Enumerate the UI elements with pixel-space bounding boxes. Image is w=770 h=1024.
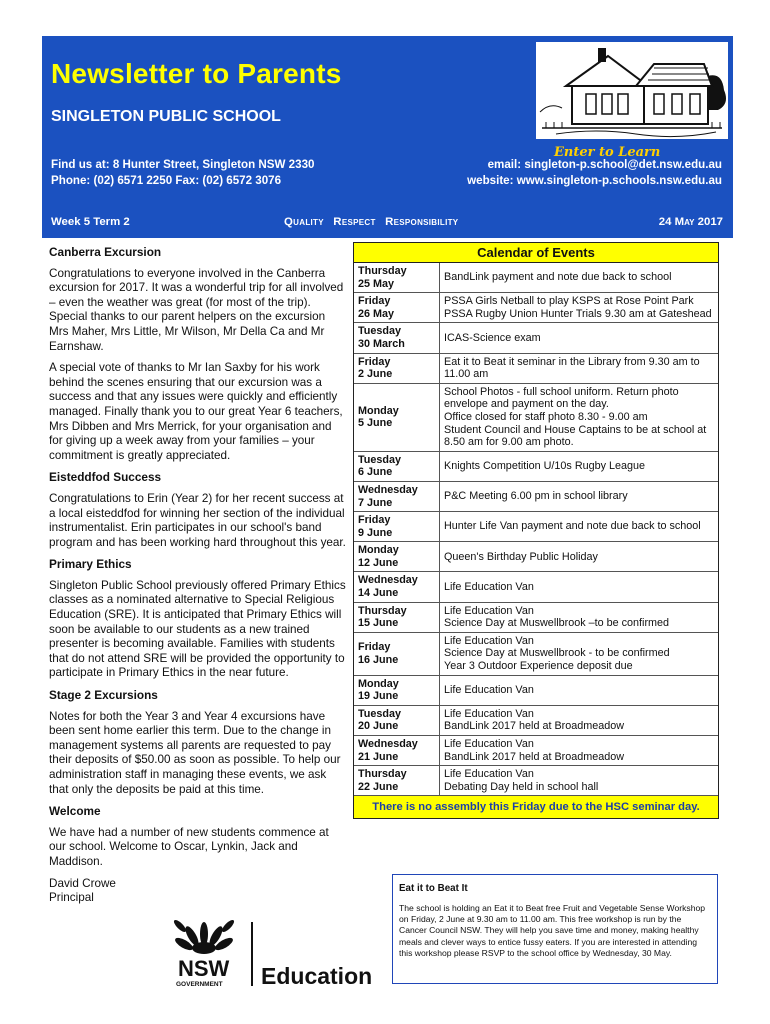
motto-script: Enter to Learn [554, 145, 661, 160]
calendar-events-cell [440, 263, 718, 292]
calendar-event: Year 3 Outdoor Experience deposit due [444, 660, 633, 673]
calendar-day-cell [354, 736, 440, 765]
school-building-illustration [536, 42, 728, 139]
calendar-day-cell [354, 676, 440, 705]
calendar-weekday: Thursday [358, 604, 407, 617]
calendar-row [354, 384, 718, 452]
contact-left [51, 157, 314, 188]
calendar-day-cell [354, 323, 440, 352]
calendar-event: ICAS-Science exam [444, 331, 541, 344]
school-website[interactable]: website: www.singleton-p.schools.nsw.edu.au [467, 173, 722, 187]
calendar-date: 21 June [358, 750, 399, 763]
stage2-heading: Stage 2 Excursions [49, 688, 158, 703]
logo-government-text: GOVERNMENT [176, 981, 223, 988]
calendar-row [354, 263, 718, 293]
calendar-of-events [353, 242, 719, 819]
calendar-row [354, 736, 718, 766]
calendar-weekday: Wednesday [358, 574, 418, 587]
calendar-date: 14 June [358, 587, 399, 600]
calendar-weekday: Friday [358, 641, 391, 654]
calendar-event: Hunter Life Van payment and note due back to school [444, 520, 701, 533]
calendar-events-cell [440, 676, 718, 705]
calendar-row [354, 452, 718, 482]
calendar-event: Debating Day held in school hall [444, 780, 599, 793]
calendar-date: 5 June [358, 417, 393, 430]
nsw-education-logo [172, 916, 382, 988]
calendar-date: 15 June [358, 617, 399, 630]
calendar-weekday: Thursday [358, 768, 407, 781]
calendar-weekday: Wednesday [358, 738, 418, 750]
canberra-paragraph-1: Congratulations to everyone involved in the Canberra excursion for 2017. It was a wonderful trip for all involved – even the weather was great (for most of the trip). Special thanks to our parent helpers on the excursion Mrs Maher, Mrs Little, Mr Wilson, Mr Della Ca and Mr Earnshaw. [49, 266, 344, 353]
articles-column [49, 245, 347, 906]
calendar-events-cell [440, 482, 718, 511]
calendar-event: Life Education Van [444, 738, 534, 750]
calendar-weekday: Thursday [358, 265, 407, 277]
stage2-paragraph: Notes for both the Year 3 and Year 4 excursions have been sent home earlier this term. Due to the change in management systems all parents are requested to pay their deposits of $50.00 as soon as possible. To help our administration staff in managing these events, we ask that only the deposits be paid at this time. [49, 709, 341, 796]
canberra-paragraph-2: A special vote of thanks to Mr Ian Saxby for his work behind the scenes ensuring that our excursion was a success and that any issues were quickly and efficiently managed. Finally thank you to our great Year 6 teachers, Mrs Dibben and Mrs Merrick, for your organisation and for giving up a week away from your families – your commitment is greatly appreciated. [49, 361, 343, 462]
calendar-events-cell [440, 603, 718, 632]
issue-date: 24 May 2017 [658, 216, 723, 228]
calendar-event: Life Education Van [444, 707, 534, 720]
calendar-day-cell [354, 452, 440, 481]
welcome-paragraph: We have had a number of new students commence at our school. Welcome to Oscar, Lynkin, Jack and Maddison. [49, 825, 329, 868]
eat-box-body: The school is holding an Eat it to Beat free Fruit and Vegetable Sense Workshop on Friday, 2 June at 9.30 am to 11.00 am. This free workshop is run by the Cancer Council NSW. They will help you save time and money, making healthy meals and clever ways to entice fussy eaters. If you are interested in attending this workshop please RSVP to the school office by Wednesday, 30 May. [399, 903, 706, 958]
calendar-event: P&C Meeting 6.00 pm in school library [444, 490, 628, 503]
calendar-weekday: Friday [358, 355, 391, 368]
calendar-row [354, 542, 718, 572]
calendar-weekday: Tuesday [358, 707, 402, 720]
calendar-event: Life Education Van [444, 580, 534, 593]
school-phone: Phone: (02) 6571 2250 Fax: (02) 6572 3076 [51, 173, 282, 187]
calendar-row [354, 676, 718, 706]
newsletter-title: Newsletter to Parents [51, 58, 342, 89]
school-values: Quality Respect Responsibility [284, 216, 459, 228]
calendar-event: Office closed for staff photo 8.30 - 9.00 am [444, 410, 648, 423]
ethics-paragraph: Singleton Public School previously offered Primary Ethics classes as a nominated alternative to Special Religious Education (SRE). It is anticipated that Primary Ethics will soon be available to our students as a new trained presenter is becoming available. Families with students that do not attend SRE will be provided the opportunity to participate in Primary Ethics in the near future. [49, 578, 346, 680]
calendar-event: BandLink 2017 held at Broadmeadow [444, 720, 625, 733]
calendar-event: Life Education Van [444, 768, 534, 781]
calendar-events-cell [440, 706, 718, 735]
canberra-heading: Canberra Excursion [49, 245, 162, 259]
school-address: Find us at: 8 Hunter Street, Singleton NSW 2330 [51, 158, 315, 171]
calendar-events-cell [440, 542, 718, 571]
calendar-event: Eat it to Beat it seminar in the Library from 9.30 am to 11.00 am [444, 355, 700, 381]
contact-right [467, 157, 722, 188]
calendar-events-cell [440, 384, 718, 451]
calendar-row [354, 293, 718, 323]
eisteddfod-paragraph: Congratulations to Erin (Year 2) for her recent success at a local eisteddfod for winning her section of the individual instrumentalist. Erin participates in our school's band program and has been working hard throughout this year. [49, 491, 346, 549]
school-building-image [536, 42, 728, 139]
calendar-events-cell [440, 323, 718, 352]
calendar-weekday: Monday [358, 404, 399, 417]
school-name: SINGLETON PUBLIC SCHOOL [51, 108, 281, 125]
calendar-event: Science Day at Muswellbrook –to be confirmed [444, 617, 670, 630]
ethics-heading: Primary Ethics [49, 557, 132, 572]
calendar-day-cell [354, 706, 440, 735]
calendar-row [354, 603, 718, 633]
calendar-event: BandLink payment and note due back to school [444, 271, 672, 284]
calendar-events-cell [440, 633, 718, 675]
calendar-event: Queen's Birthday Public Holiday [444, 550, 598, 563]
calendar-event: BandLink 2017 held at Broadmeadow [444, 750, 625, 763]
calendar-day-cell [354, 512, 440, 541]
calendar-event: Life Education Van [444, 604, 534, 617]
calendar-rows [354, 263, 718, 796]
calendar-row [354, 482, 718, 512]
calendar-date: 16 June [358, 653, 399, 666]
calendar-events-cell [440, 766, 718, 795]
calendar-day-cell [354, 766, 440, 795]
calendar-row [354, 323, 718, 353]
calendar-row [354, 354, 718, 384]
calendar-day-cell [354, 293, 440, 322]
newsletter-header [42, 36, 733, 238]
calendar-date: 19 June [358, 690, 399, 703]
calendar-event: Life Education Van [444, 683, 534, 696]
calendar-weekday: Monday [358, 677, 399, 690]
logo-education-text: Education [261, 963, 373, 988]
calendar-date: 30 March [358, 337, 405, 350]
calendar-date: 6 June [358, 466, 393, 479]
eat-box-title: Eat it to Beat It [399, 883, 468, 894]
calendar-events-cell [440, 572, 718, 601]
calendar-weekday: Monday [358, 544, 399, 557]
calendar-day-cell [354, 482, 440, 511]
calendar-event: School Photos - full school uniform. Return photo envelope and payment on the day. [444, 385, 679, 411]
welcome-heading: Welcome [49, 804, 101, 819]
calendar-weekday: Friday [358, 514, 391, 527]
calendar-row [354, 512, 718, 542]
week-label: Week 5 Term 2 [51, 216, 130, 228]
eisteddfod-heading: Eisteddfod Success [49, 470, 162, 485]
calendar-weekday: Tuesday [358, 325, 402, 338]
signature-name: David Crowe [49, 876, 116, 890]
calendar-day-cell [354, 263, 440, 292]
calendar-event: PSSA Rugby Union Hunter Trials 9.30 am at Gateshead [444, 307, 712, 320]
calendar-row [354, 706, 718, 736]
calendar-date: 2 June [358, 368, 393, 381]
calendar-event: Science Day at Muswellbrook - to be confirmed [444, 647, 670, 660]
calendar-events-cell [440, 293, 718, 322]
calendar-footer-notice: There is no assembly this Friday due to the HSC seminar day. [354, 796, 718, 818]
calendar-row [354, 633, 718, 676]
calendar-event: PSSA Girls Netball to play KSPS at Rose Point Park [444, 295, 694, 308]
calendar-weekday: Wednesday [358, 483, 418, 496]
calendar-events-cell [440, 452, 718, 481]
calendar-event: Life Education Van [444, 634, 534, 647]
nsw-waratah-icon [172, 916, 382, 988]
calendar-title: Calendar of Events [354, 243, 718, 263]
calendar-event: Student Council and House Captains to be at school at 8.50 am for 9.00 am photo. [444, 423, 707, 449]
calendar-date: 9 June [358, 526, 393, 539]
eat-it-to-beat-it-box [392, 874, 718, 984]
calendar-date: 12 June [358, 556, 399, 569]
calendar-weekday: Friday [358, 295, 391, 308]
calendar-events-cell [440, 512, 718, 541]
calendar-day-cell [354, 603, 440, 632]
calendar-date: 22 June [358, 780, 399, 793]
calendar-day-cell [354, 633, 440, 675]
school-email[interactable]: email: singleton-p.school@det.nsw.edu.au [487, 158, 722, 171]
calendar-row [354, 766, 718, 796]
calendar-day-cell [354, 542, 440, 571]
calendar-date: 25 May [358, 277, 395, 290]
calendar-event: Knights Competition U/10s Rugby League [444, 460, 646, 473]
signature-role: Principal [49, 891, 94, 905]
calendar-row [354, 572, 718, 602]
calendar-date: 7 June [358, 496, 393, 509]
calendar-day-cell [354, 384, 440, 451]
logo-nsw-text: NSW [178, 956, 230, 981]
calendar-day-cell [354, 354, 440, 383]
calendar-events-cell [440, 354, 718, 383]
calendar-day-cell [354, 572, 440, 601]
calendar-date: 20 June [358, 720, 399, 733]
calendar-events-cell [440, 736, 718, 765]
calendar-weekday: Tuesday [358, 453, 402, 466]
calendar-date: 26 May [358, 307, 395, 320]
